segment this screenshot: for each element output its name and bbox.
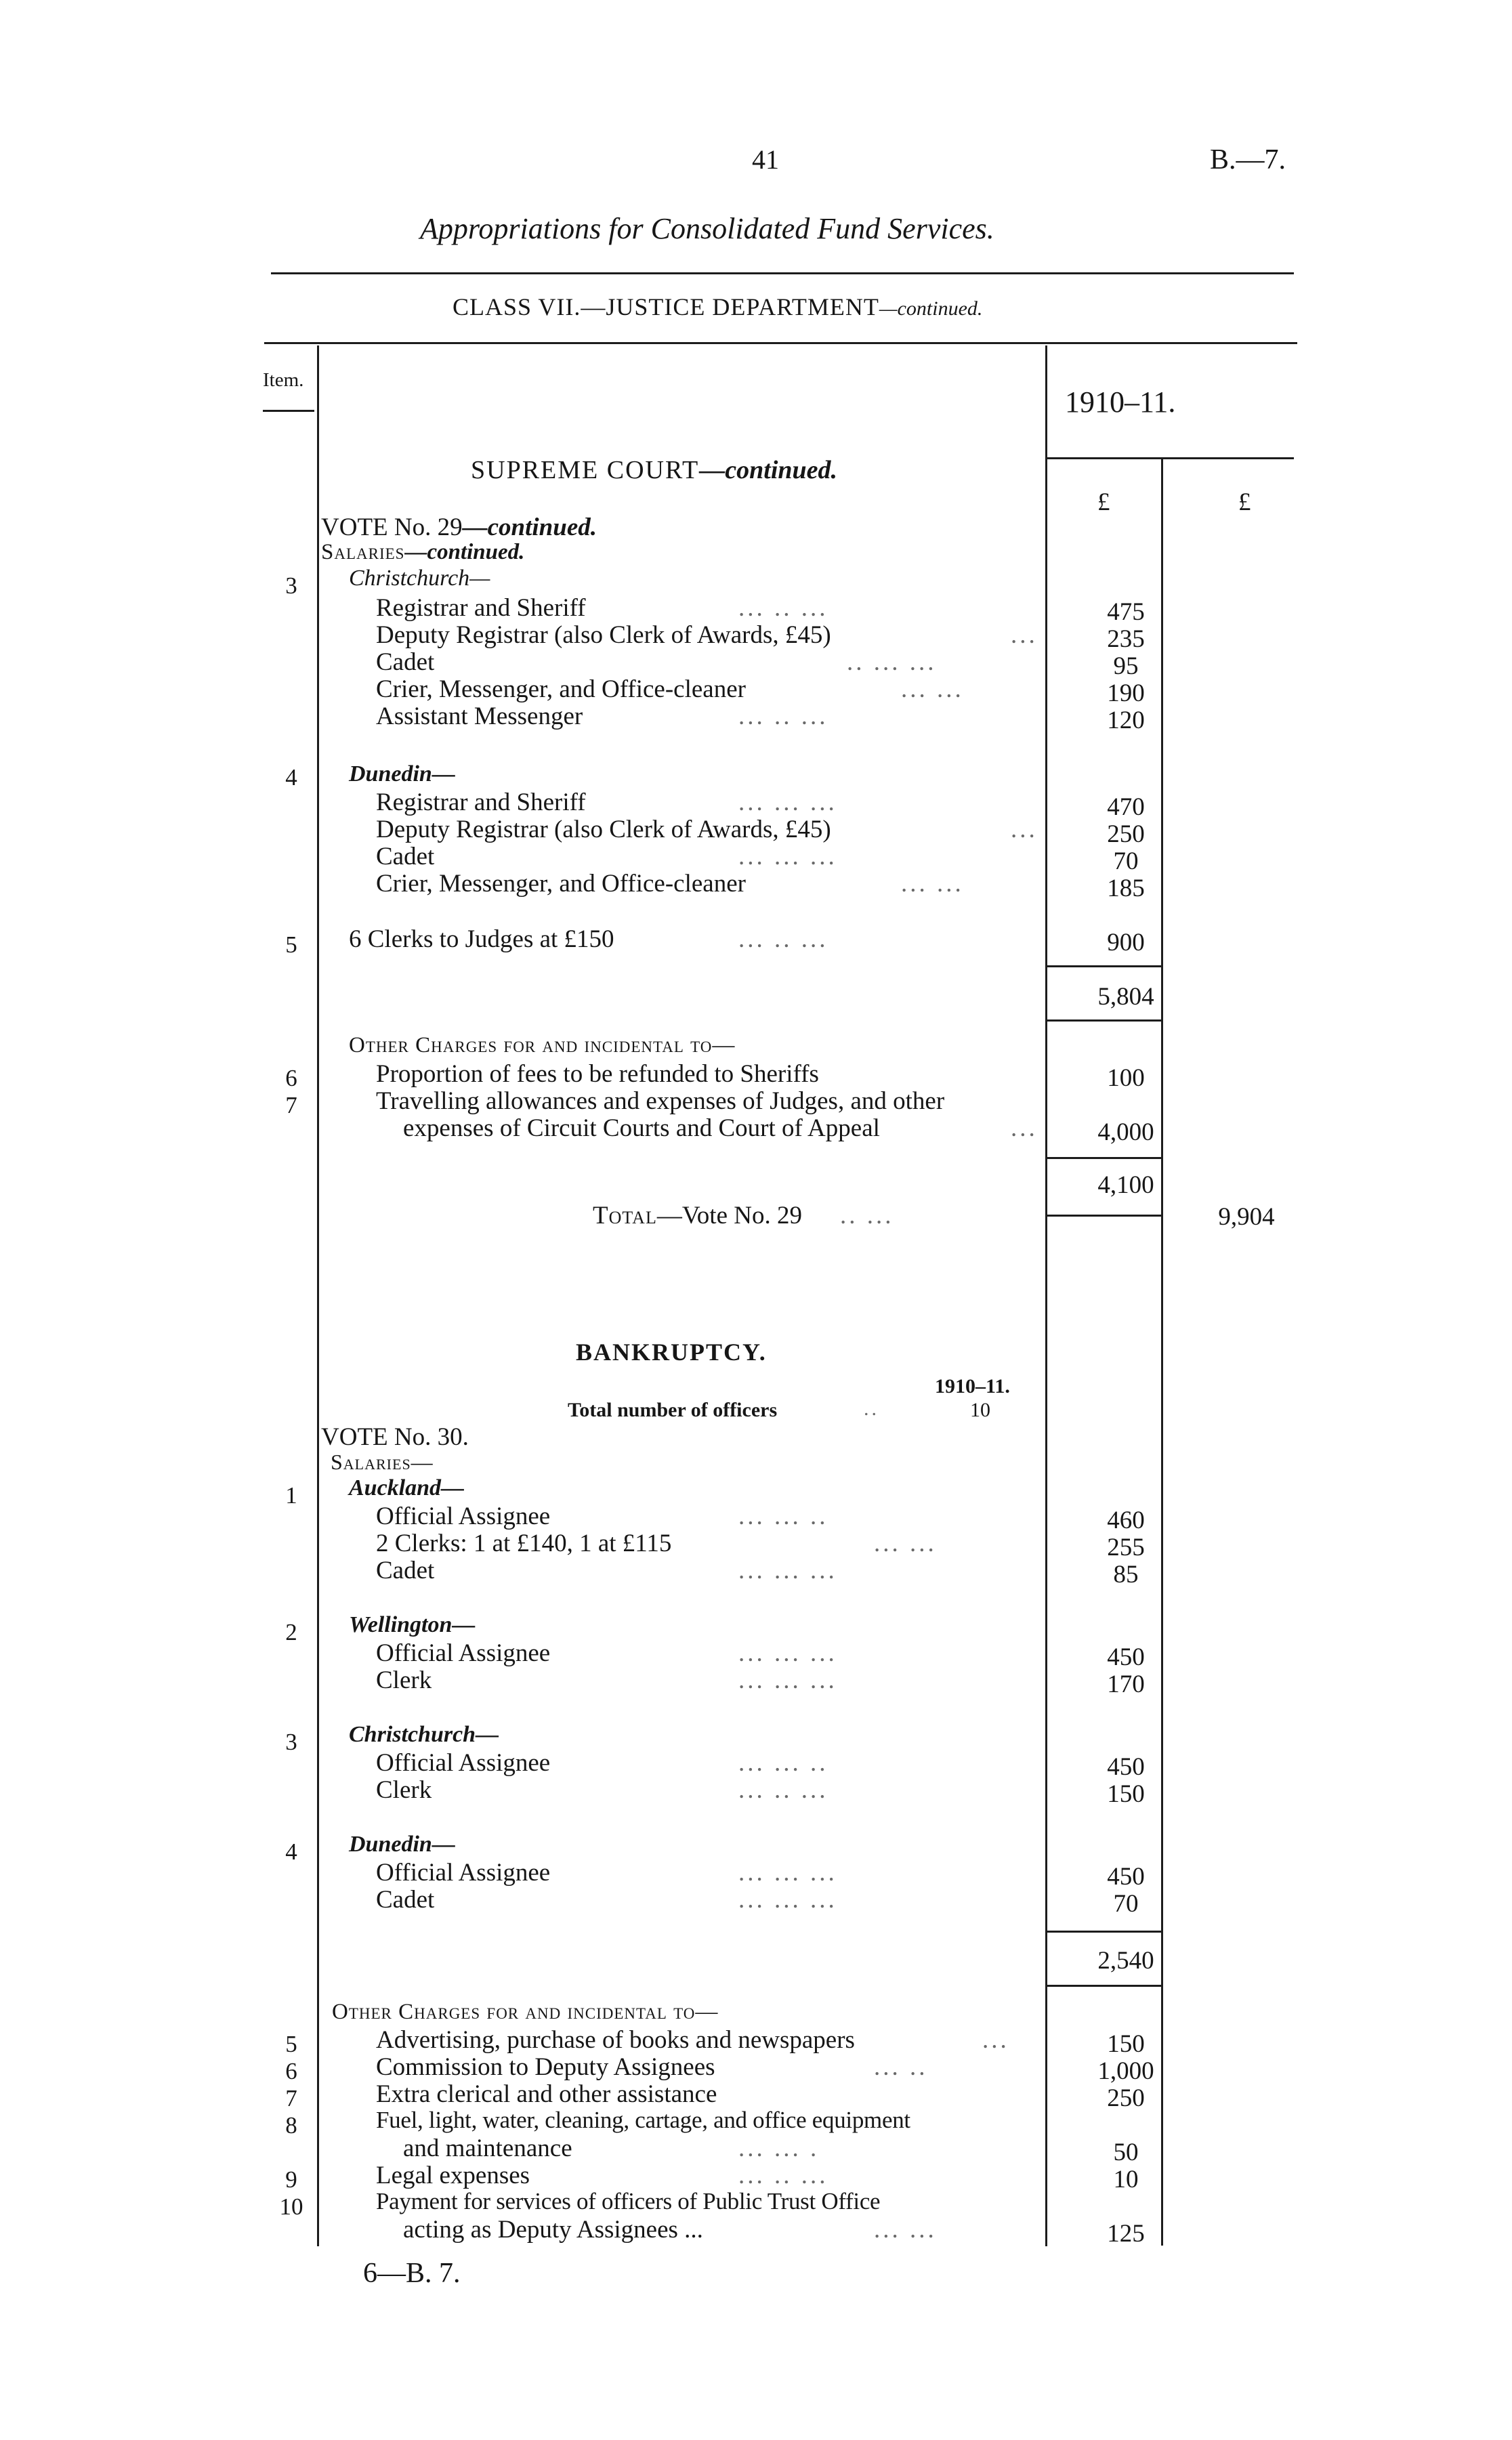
line-label: Official Assignee [376,1502,551,1530]
salaries-heading: Salaries— [331,1450,434,1474]
place-heading: Christchurch— [349,566,490,591]
leader-dots: ... ... .. [738,1502,828,1530]
amount-value: 10 [1113,2166,1139,2193]
line-label: Deputy Registrar (also Clerk of Awards, £45) [376,816,831,843]
document-ref: B.—7. [1210,144,1286,175]
amount-value: 85 [1113,1561,1139,1589]
amount-value: 255 [1107,1534,1145,1561]
pound-header-amount: £ [1097,488,1110,516]
leader-dots: ... ... ... [738,1557,837,1584]
line-label: Official Assignee [376,1859,551,1887]
item-column-header: Item. [263,369,304,391]
leader-dots: ... ... ... [738,788,837,816]
line-label: Clerk [376,1776,432,1804]
item-number: 6 [285,2058,297,2084]
amount-value: 95 [1113,652,1139,680]
leader-dots: ... .. ... [738,702,828,730]
class-rule [264,342,1297,344]
item-number: 3 [285,572,297,599]
line-label-continued: acting as Deputy Assignees ... [403,2216,703,2244]
leader-dots: .. ... [840,1202,894,1229]
item-number: 1 [285,1482,297,1509]
vote-29-cont: —continued. [462,513,597,541]
leader-dots: .. [864,1397,879,1420]
amount-value: 450 [1107,1753,1145,1781]
year-column-header: 1910–11. [1065,385,1176,419]
other-charges-subtotal: 4,100 [1097,1171,1154,1199]
leader-dots: ... [1011,1114,1038,1142]
leader-dots: ... ... ... [738,1859,837,1887]
leader-dots: ... .. ... [738,925,828,953]
supreme-court-heading [471,455,837,485]
officers-year: 1910–11. [935,1375,1010,1397]
vote-29-total-value: 9,904 [1218,1203,1275,1231]
vote-30-heading: VOTE No. 30. [321,1423,469,1451]
page-number: 41 [752,144,779,175]
subtotal-rule [1047,1931,1161,1933]
class-heading-main: CLASS VII.—JUSTICE DEPARTMENT [453,293,879,320]
leader-dots: ... .. ... [738,2162,828,2189]
line-label: Deputy Registrar (also Clerk of Awards, £45) [376,621,831,649]
class-heading-cont: —continued. [879,297,983,320]
salaries-heading [321,540,524,565]
page-title: Appropriations for Consolidated Fund Services. [420,212,994,245]
salaries-label: Salaries [321,540,405,564]
amount-value: 4,000 [1097,1118,1154,1146]
leader-dots: ... ... ... [738,1886,837,1914]
line-label: Cadet [376,1886,435,1914]
line-label: Cadet [376,648,435,676]
amount-value: 470 [1107,793,1145,821]
other-charges-heading: Other Charges for and incidental to— [349,1033,736,1057]
class-heading [453,293,982,321]
item-number: 4 [285,1838,297,1865]
line-label: 2 Clerks: 1 at £140, 1 at £115 [376,1530,672,1557]
leader-dots: ... ... [874,2216,937,2244]
leader-dots: ... ... ... [738,1666,837,1694]
amount-value: 120 [1107,707,1145,734]
leader-dots: ... ... ... [738,843,837,870]
amount-value: 70 [1113,847,1139,875]
salaries-subtotal: 5,804 [1097,983,1154,1011]
leader-dots: ... ... .. [738,1749,828,1777]
line-label: Cadet [376,843,435,870]
amount-value: 190 [1107,679,1145,707]
salaries-cont: —continued. [404,540,525,564]
bankruptcy-heading: BANKRUPTCY. [576,1339,767,1366]
place-heading: Dunedin— [349,761,455,786]
place-heading: Dunedin— [349,1832,455,1857]
line-label: Extra clerical and other assistance [376,2080,717,2108]
officers-label: Total number of officers [568,1399,778,1421]
amount-value: 900 [1107,929,1145,956]
item-number: 5 [285,931,297,958]
leader-dots: ... ... [901,870,964,898]
line-label: Payment for services of officers of Public Trust Office [376,2188,881,2214]
amount-value: 150 [1107,2030,1145,2058]
amount-value: 475 [1107,598,1145,626]
amount-value: 250 [1107,820,1145,848]
amount-value: 125 [1107,2220,1145,2248]
leader-dots: ... [982,2026,1009,2054]
amount-value: 150 [1107,1780,1145,1808]
total-vote: —Vote No. 29 [656,1202,802,1229]
pound-header-total: £ [1238,488,1251,516]
line-label: Advertising, purchase of books and newspapers [376,2026,855,2054]
item-number: 6 [285,1065,297,1091]
title-rule [271,272,1294,274]
label-column-rule [317,345,319,2246]
subtotal-rule [1047,1985,1161,1987]
salaries-subtotal: 2,540 [1097,1947,1154,1975]
vote-29-heading [321,513,597,542]
leader-dots: ... [1011,816,1038,843]
line-label: Commission to Deputy Assignees [376,2053,715,2081]
page-signature: 6—B. 7. [363,2258,461,2289]
line-label: Travelling allowances and expenses of Judges, and other [376,1087,945,1115]
item-header-rule [263,410,314,412]
line-label: Registrar and Sheriff [376,788,586,816]
line-label: Legal expenses [376,2162,530,2189]
line-label: Crier, Messenger, and Office-cleaner [376,870,746,898]
amount-value: 1,000 [1097,2057,1154,2085]
subtotal-rule [1047,965,1161,967]
supreme-court-heading-cont: —continued. [699,456,838,484]
item-number: 4 [285,764,297,791]
place-heading: Christchurch— [349,1722,499,1747]
subtotal-rule [1047,1157,1161,1159]
amount-column-rule [1045,345,1047,2246]
item-number: 7 [285,1092,297,1118]
amount-value: 185 [1107,875,1145,902]
other-charges-heading: Other Charges for and incidental to— [332,2000,719,2024]
line-label: Registrar and Sheriff [376,594,586,622]
place-heading: Wellington— [349,1612,476,1637]
line-label: Clerk [376,1666,432,1694]
amount-value: 450 [1107,1863,1145,1891]
supreme-court-heading-main: SUPREME COURT [471,456,700,484]
amount-value: 460 [1107,1507,1145,1534]
amount-value: 235 [1107,625,1145,653]
line-label: Proportion of fees to be refunded to Sheriffs [376,1060,819,1088]
line-label: Assistant Messenger [376,702,583,730]
vote-29-label: VOTE No. 29 [321,513,463,541]
leader-dots: ... ... [901,675,964,703]
line-label: Crier, Messenger, and Office-cleaner [376,675,746,703]
line-label-continued: and maintenance [403,2134,572,2162]
line-label: 6 Clerks to Judges at £150 [349,925,614,953]
amount-value: 50 [1113,2139,1139,2166]
item-number: 9 [285,2166,297,2193]
leader-dots: ... .. ... [738,1776,828,1804]
amount-value: 70 [1113,1890,1139,1918]
item-number: 10 [279,2193,303,2220]
item-number: 2 [285,1619,297,1645]
vote-29-total-label [593,1201,802,1230]
line-label: Official Assignee [376,1749,551,1777]
item-number: 5 [285,2031,297,2057]
leader-dots: ... .. [874,2053,928,2081]
line-label: Fuel, light, water, cleaning, cartage, and office equipment [376,2107,910,2133]
leader-dots: ... .. ... [738,594,828,622]
place-heading: Auckland— [349,1475,465,1500]
year-header-rule [1047,457,1294,459]
line-label: Official Assignee [376,1639,551,1667]
amount-value: 250 [1107,2084,1145,2112]
item-number: 3 [285,1729,297,1755]
amount-value: 170 [1107,1670,1145,1698]
leader-dots: ... [1011,621,1038,649]
amount-value: 450 [1107,1643,1145,1671]
subtotal-rule [1047,1019,1161,1022]
amount-value: 100 [1107,1064,1145,1092]
item-number: 7 [285,2085,297,2111]
total-word: Total [593,1202,657,1229]
leader-dots: ... ... ... [738,1639,837,1667]
leader-dots: ... ... . [738,2134,820,2162]
item-number: 8 [285,2112,297,2139]
leader-dots: ... ... [874,1530,937,1557]
line-label-continued: expenses of Circuit Courts and Court of Appeal [403,1114,880,1142]
leader-dots: .. ... ... [847,648,937,676]
officers-value: 10 [970,1399,990,1421]
total-rule [1047,1215,1161,1217]
line-label: Cadet [376,1557,435,1584]
